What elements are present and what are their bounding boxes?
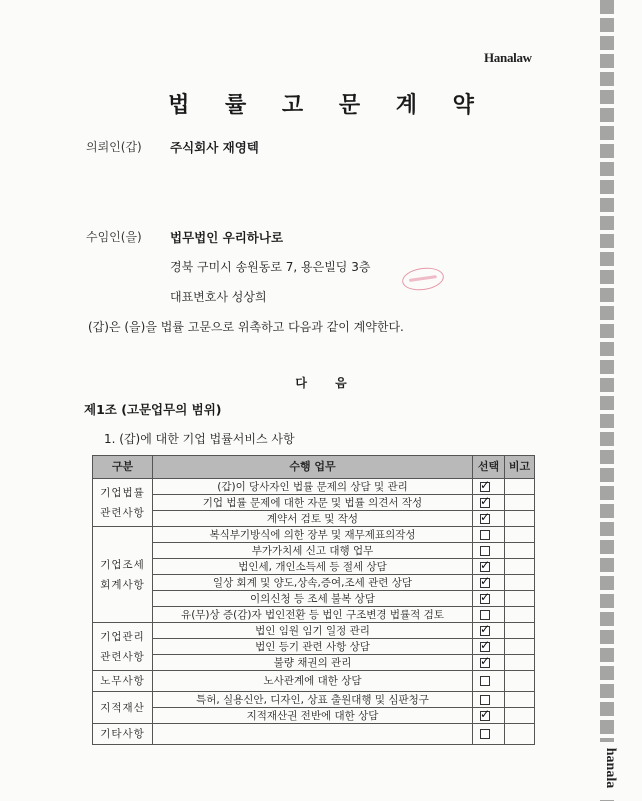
side-brand-text: hanala [603, 747, 618, 789]
note-cell [505, 591, 535, 607]
category-cell: 기업조세 회계사항 [93, 527, 153, 623]
table-row [93, 495, 535, 511]
header-select: 선택 [473, 456, 505, 479]
table-row [93, 607, 535, 623]
checkmark-icon: ✓ [480, 494, 491, 508]
select-checkbox[interactable] [480, 478, 491, 492]
table-row [93, 479, 535, 495]
table-body [93, 479, 535, 745]
select-checkbox[interactable] [480, 530, 490, 540]
select-cell [473, 575, 505, 591]
select-checkbox[interactable] [480, 574, 491, 588]
table-row [93, 527, 535, 543]
select-cell [473, 607, 505, 623]
table-row [93, 639, 535, 655]
counsel-representative: 대표변호사 성상희 [170, 290, 267, 304]
category-cell: 기타사항 [93, 724, 153, 745]
table-row [93, 708, 535, 724]
service-cell: 복식부기방식에 의한 장부 및 재무제표의작성 [153, 527, 473, 543]
select-cell [473, 639, 505, 655]
scope-table [92, 455, 535, 745]
category-cell: 기업관리 관련사항 [93, 623, 153, 671]
note-cell [505, 543, 535, 559]
select-checkbox[interactable] [480, 695, 490, 705]
note-cell [505, 708, 535, 724]
select-checkbox[interactable] [480, 558, 491, 572]
service-cell: 기업 법률 문제에 대한 자문 및 법률 의견서 작성 [153, 495, 473, 511]
select-cell [473, 724, 505, 745]
table-row [93, 559, 535, 575]
note-cell [505, 511, 535, 527]
select-cell [473, 591, 505, 607]
preamble-text: (갑)은 (을)을 법률 고문으로 위촉하고 다음과 같이 계약한다. [88, 320, 404, 334]
article-1-title: 제1조 (고문업무의 범위) [84, 402, 222, 417]
select-checkbox[interactable] [480, 494, 491, 508]
table-row [93, 591, 535, 607]
client-name: 주식회사 재영텍 [170, 140, 259, 155]
select-checkbox[interactable] [480, 638, 491, 652]
binding-edge [600, 0, 614, 801]
select-cell [473, 479, 505, 495]
counsel-label: 수임인(을) [86, 230, 142, 244]
note-cell [505, 724, 535, 745]
article-1-subtitle: 1. (갑)에 대한 기업 법률서비스 사항 [104, 432, 295, 446]
checkmark-icon: ✓ [480, 574, 491, 588]
checkmark-icon: ✓ [480, 590, 491, 604]
category-cell: 노무사항 [93, 671, 153, 692]
service-cell: 법인세, 개인소득세 등 절세 상담 [153, 559, 473, 575]
select-cell [473, 671, 505, 692]
checkmark-icon: ✓ [480, 638, 491, 652]
client-label: 의뢰인(갑) [86, 140, 142, 154]
note-cell [505, 692, 535, 708]
select-checkbox[interactable] [480, 546, 490, 556]
checkmark-icon: ✓ [480, 707, 491, 721]
note-cell [505, 559, 535, 575]
select-cell [473, 623, 505, 639]
service-cell: 유(무)상 증(감)자 법인전환 등 법인 구조변경 법률적 검토 [153, 607, 473, 623]
table-header-row [93, 456, 535, 479]
document-title: 법 률 고 문 계 약 [168, 93, 488, 118]
select-checkbox[interactable] [480, 590, 491, 604]
table-row [93, 655, 535, 671]
header-category: 구분 [93, 456, 153, 479]
select-checkbox[interactable] [480, 510, 491, 524]
select-cell [473, 511, 505, 527]
counsel-name: 법무법인 우리하나로 [170, 230, 284, 245]
checkmark-icon: ✓ [480, 478, 491, 492]
select-checkbox[interactable] [480, 610, 490, 620]
brand-logo: Hanalaw [484, 50, 532, 65]
checkmark-icon: ✓ [480, 510, 491, 524]
service-cell: 이의신청 등 조세 불복 상담 [153, 591, 473, 607]
service-cell: 부가가치세 신고 대행 업무 [153, 543, 473, 559]
note-cell [505, 655, 535, 671]
counsel-address: 경북 구미시 송원동로 7, 용은빌딩 3층 [170, 260, 371, 274]
note-cell [505, 479, 535, 495]
table-row [93, 692, 535, 708]
note-cell [505, 623, 535, 639]
service-cell: 일상 회계 및 양도,상속,증여,조세 관련 상담 [153, 575, 473, 591]
red-seal-stamp [401, 265, 446, 293]
service-cell: 특허, 실용신안, 디자인, 상표 출원대행 및 심판청구 [153, 692, 473, 708]
note-cell [505, 527, 535, 543]
select-checkbox[interactable] [480, 676, 490, 686]
section-heading: 다 음 [295, 376, 359, 390]
category-cell: 지적재산 [93, 692, 153, 724]
checkmark-icon: ✓ [480, 654, 491, 668]
service-cell: 계약서 검토 및 작성 [153, 511, 473, 527]
service-cell: (갑)이 당사자인 법률 문제의 상담 및 관리 [153, 479, 473, 495]
note-cell [505, 671, 535, 692]
select-cell [473, 692, 505, 708]
service-cell [153, 724, 473, 745]
side-brand-stamp [596, 742, 618, 800]
header-service: 수행 업무 [153, 456, 473, 479]
checkmark-icon: ✓ [480, 622, 491, 636]
service-cell: 지적재산권 전반에 대한 상담 [153, 708, 473, 724]
table-row [93, 623, 535, 639]
select-checkbox[interactable] [480, 654, 491, 668]
table-row [93, 671, 535, 692]
select-cell [473, 495, 505, 511]
service-cell: 법인 등기 관련 사항 상담 [153, 639, 473, 655]
note-cell [505, 639, 535, 655]
select-cell [473, 543, 505, 559]
service-cell: 불량 채권의 관리 [153, 655, 473, 671]
table-row [93, 511, 535, 527]
select-cell [473, 527, 505, 543]
table-row [93, 724, 535, 745]
table-row [93, 575, 535, 591]
service-cell: 노사관계에 대한 상담 [153, 671, 473, 692]
table-row [93, 543, 535, 559]
select-checkbox[interactable] [480, 729, 490, 739]
select-checkbox[interactable] [480, 707, 491, 721]
select-cell [473, 655, 505, 671]
select-cell [473, 708, 505, 724]
header-note: 비고 [505, 456, 535, 479]
note-cell [505, 575, 535, 591]
note-cell [505, 495, 535, 511]
service-cell: 법인 임원 임기 일정 관리 [153, 623, 473, 639]
note-cell [505, 607, 535, 623]
category-cell: 기업법률 관련사항 [93, 479, 153, 527]
select-cell [473, 559, 505, 575]
select-checkbox[interactable] [480, 622, 491, 636]
checkmark-icon: ✓ [480, 558, 491, 572]
